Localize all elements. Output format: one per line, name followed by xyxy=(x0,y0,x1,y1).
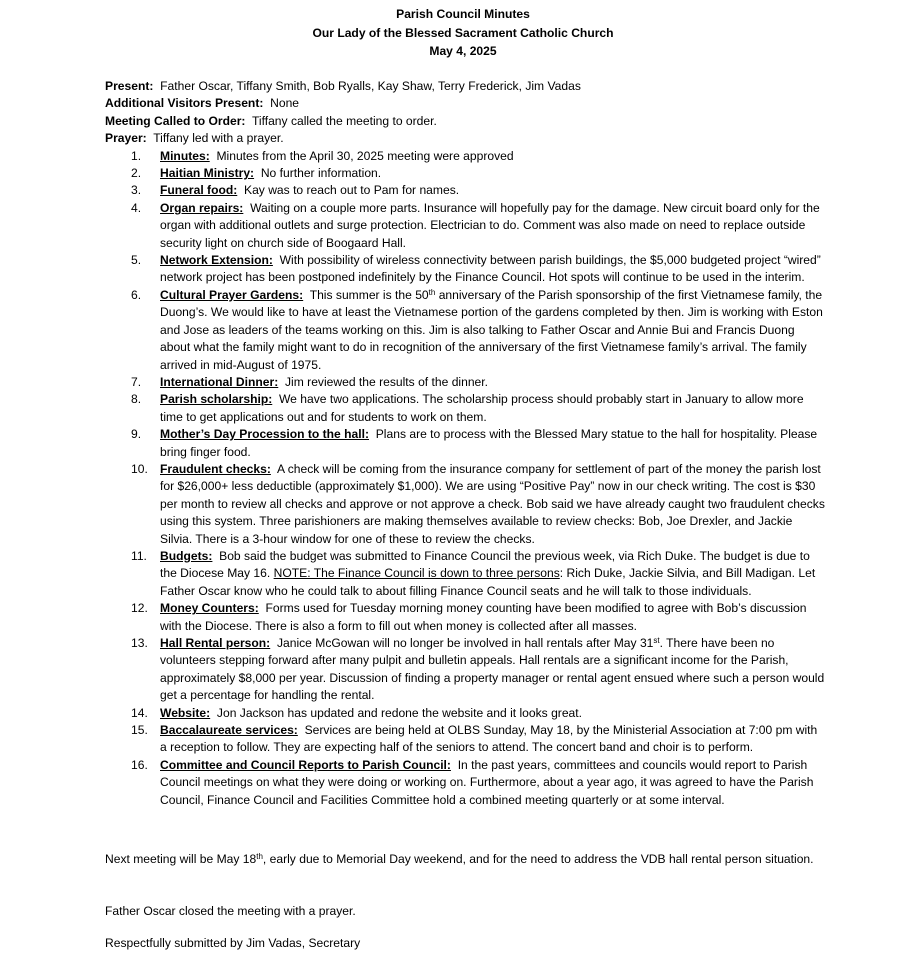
item-text: Jim reviewed the results of the dinner. xyxy=(285,374,489,389)
agenda-item xyxy=(105,374,825,391)
item-text: We have two applications. The scholarship process should probably start in January to allow more time to get applications out and for students to work on them. xyxy=(160,392,804,424)
church-name: Our Lady of the Blessed Sacrament Catholic Church xyxy=(312,25,614,40)
ordinal-suffix: th xyxy=(256,852,263,861)
prayer-line xyxy=(105,130,825,147)
next-meeting-text: Next meeting will be May 18 xyxy=(105,852,257,866)
item-text-continued: : Rich Duke, Jackie Silvia, and Bill Madigan. Let Father Oscar know who he could talk to about filling Finance Council seats and he will talk to those individuals. xyxy=(160,566,816,598)
item-number: 12. xyxy=(131,601,148,616)
item-title: Parish scholarship: xyxy=(160,392,273,407)
agenda-list xyxy=(105,148,825,809)
item-number: 16. xyxy=(131,757,148,772)
item-title: Baccalaureate services: xyxy=(160,723,298,738)
document-title: Parish Council Minutes xyxy=(396,7,530,21)
item-number: 5. xyxy=(131,253,142,268)
item-number: 7. xyxy=(131,374,142,389)
item-number: 13. xyxy=(131,636,148,650)
item-number: 1. xyxy=(131,148,142,163)
called-value: Tiffany called the meeting to order. xyxy=(251,113,437,128)
prayer-value: Tiffany led with a prayer. xyxy=(153,131,284,146)
agenda-item xyxy=(105,600,825,635)
item-text-continued: anniversary of the Parish sponsorship of the first Vietnamese family, the Duong’s. We would like to have at least the Vietnamese portion of the gardens completed by then. Jim is working with Eston and Jose as leaders of the teams working on this. Jim is also talking to Father Oscar and Annie Bui and Francis Duong about what the family might want to do in recognition of the anniversary of the first Vietnamese family’s arrival. The family arrived in mid-August of 1975. xyxy=(160,287,823,372)
visitors-line xyxy=(105,95,825,112)
agenda-item xyxy=(105,165,825,182)
item-title: Hall Rental person: xyxy=(160,636,271,650)
item-number: 15. xyxy=(131,723,148,738)
item-number: 14. xyxy=(131,705,148,720)
present-label: Present: xyxy=(105,79,154,93)
item-number: 11. xyxy=(131,548,147,563)
item-text: Forms used for Tuesday morning money counting have been modified to agree with Bob’s discussion with the Diocese. There is also a form to fill out when money is collected after all masses. xyxy=(160,601,807,633)
next-meeting-text-continued: , early due to Memorial Day weekend, and for the need to address the VDB hall rental person situation. xyxy=(262,852,814,866)
agenda-item xyxy=(105,252,825,287)
agenda-item xyxy=(105,391,825,426)
agenda-item xyxy=(105,705,825,722)
document-header xyxy=(0,5,901,61)
agenda-item xyxy=(105,757,825,809)
item-title: Mother’s Day Procession to the hall: xyxy=(160,427,369,442)
item-number: 6. xyxy=(131,287,142,302)
agenda-item xyxy=(105,287,825,374)
item-number: 3. xyxy=(131,183,142,198)
present-line xyxy=(105,78,825,95)
item-text: In the past years, committees and councils would report to Parish Council meetings on what they were doing or working on. Furthermore, about a year ago, it was agreed to have the Parish Council, Finance Council and Facilities Committee hold a combined meeting quarterly or at some interval. xyxy=(160,757,814,807)
item-title: Committee and Council Reports to Parish Council: xyxy=(160,757,451,772)
closing-prayer: Father Oscar closed the meeting with a prayer. xyxy=(105,904,356,918)
item-title: Website: xyxy=(160,705,211,720)
item-text: No further information. xyxy=(260,166,382,181)
item-title: Fraudulent checks: xyxy=(160,461,271,476)
ordinal-suffix: th xyxy=(428,287,436,297)
visitors-value: None xyxy=(270,96,300,111)
agenda-item xyxy=(105,426,825,461)
item-title: Minutes: xyxy=(160,148,210,163)
item-number: 2. xyxy=(131,166,142,181)
item-title: Funeral food: xyxy=(160,183,238,198)
item-text: Plans are to process with the Blessed Mary statue to the hall for hospitality. Please bring finger food. xyxy=(160,427,818,459)
item-title: Cultural Prayer Gardens: xyxy=(160,287,304,302)
item-number: 4. xyxy=(131,200,142,215)
finance-council-note: NOTE: The Finance Council is down to three persons xyxy=(273,566,560,581)
present-value: Father Oscar, Tiffany Smith, Bob Ryalls, Kay Shaw, Terry Frederick, Jim Vadas xyxy=(160,79,581,93)
item-text: A check will be coming from the insurance company for settlement of part of the money the parish lost for $26,000+ less deductible (approximately $1,000). We are using “Positive Pay” now in our check writing. The cost is $30 per month to review all checks and approve or not approve a check. Bob said we have already caught two fraudulent checks using this system. Three parishioners are making themselves available to review checks: Bob, Joe Drexler, and Jackie Silvia. There is a 3-hour window for one of these to review the checks. xyxy=(160,461,825,546)
item-text: Jon Jackson has updated and redone the website and it looks great. xyxy=(216,705,582,720)
called-to-order-line xyxy=(105,113,825,130)
item-text: Kay was to reach out to Pam for names. xyxy=(244,183,460,198)
item-number: 10. xyxy=(131,461,148,476)
item-text: Janice McGowan will no longer be involved in hall rentals after May 31 xyxy=(276,636,654,650)
item-title: Organ repairs: xyxy=(160,200,244,215)
item-text: Waiting on a couple more parts. Insurance will hopefully pay for the damage. New circuit board only for the organ with additional outlets and surge protection. Electrician to do. Comment was also made on need to replace outside security light on church side of Boogaard Hall. xyxy=(160,200,820,250)
agenda-item xyxy=(105,461,825,548)
item-title: Haitian Ministry: xyxy=(160,166,255,181)
item-text-continued: . There have been no volunteers stepping forward after many pulpit and bulletin appeals. Hall rentals are a significant income for the Parish, approximately $8,000 per year. Discussion of finding a property manager or rental agent ensued where such a person would get a percentage for handling the rental. xyxy=(160,636,825,703)
agenda-item xyxy=(105,182,825,199)
item-number: 9. xyxy=(131,427,142,442)
submitted-by: Respectfully submitted by Jim Vadas, Secretary xyxy=(105,936,361,950)
agenda-item xyxy=(105,548,825,600)
item-text: Services are being held at OLBS Sunday, May 18, by the Ministerial Association at 7:00 pm with a reception to follow. They are expecting half of the seniors to attend. The concert band and choir is to perform. xyxy=(160,723,818,755)
minutes-body xyxy=(105,78,825,809)
item-title: Money Counters: xyxy=(160,601,259,616)
item-title: International Dinner: xyxy=(160,374,279,389)
visitors-label: Additional Visitors Present: xyxy=(105,96,264,111)
agenda-item xyxy=(105,635,825,705)
item-text: Minutes from the April 30, 2025 meeting were approved xyxy=(216,148,514,163)
item-title: Budgets: xyxy=(160,548,213,563)
item-title: Network Extension: xyxy=(160,253,273,268)
meeting-date: May 4, 2025 xyxy=(429,44,497,58)
item-number: 8. xyxy=(131,392,142,407)
next-meeting-note xyxy=(105,851,825,868)
item-text: Bob said the budget was submitted to Finance Council the previous week, via Rich Duke. The budget is due to the Diocese May 16. xyxy=(160,548,810,581)
agenda-item xyxy=(105,148,825,165)
item-text: With possibility of wireless connectivity between parish buildings, the $5,000 budgeted project “wired” network project has been postponed indefinitely by the Finance Council. Hot spots will continue to be used in the interim. xyxy=(160,253,821,285)
agenda-item xyxy=(105,722,825,757)
agenda-item xyxy=(105,200,825,252)
ordinal-suffix: st xyxy=(653,636,660,645)
called-label: Meeting Called to Order: xyxy=(105,113,246,128)
item-text: This summer is the 50 xyxy=(309,287,429,302)
prayer-label: Prayer: xyxy=(105,131,147,146)
